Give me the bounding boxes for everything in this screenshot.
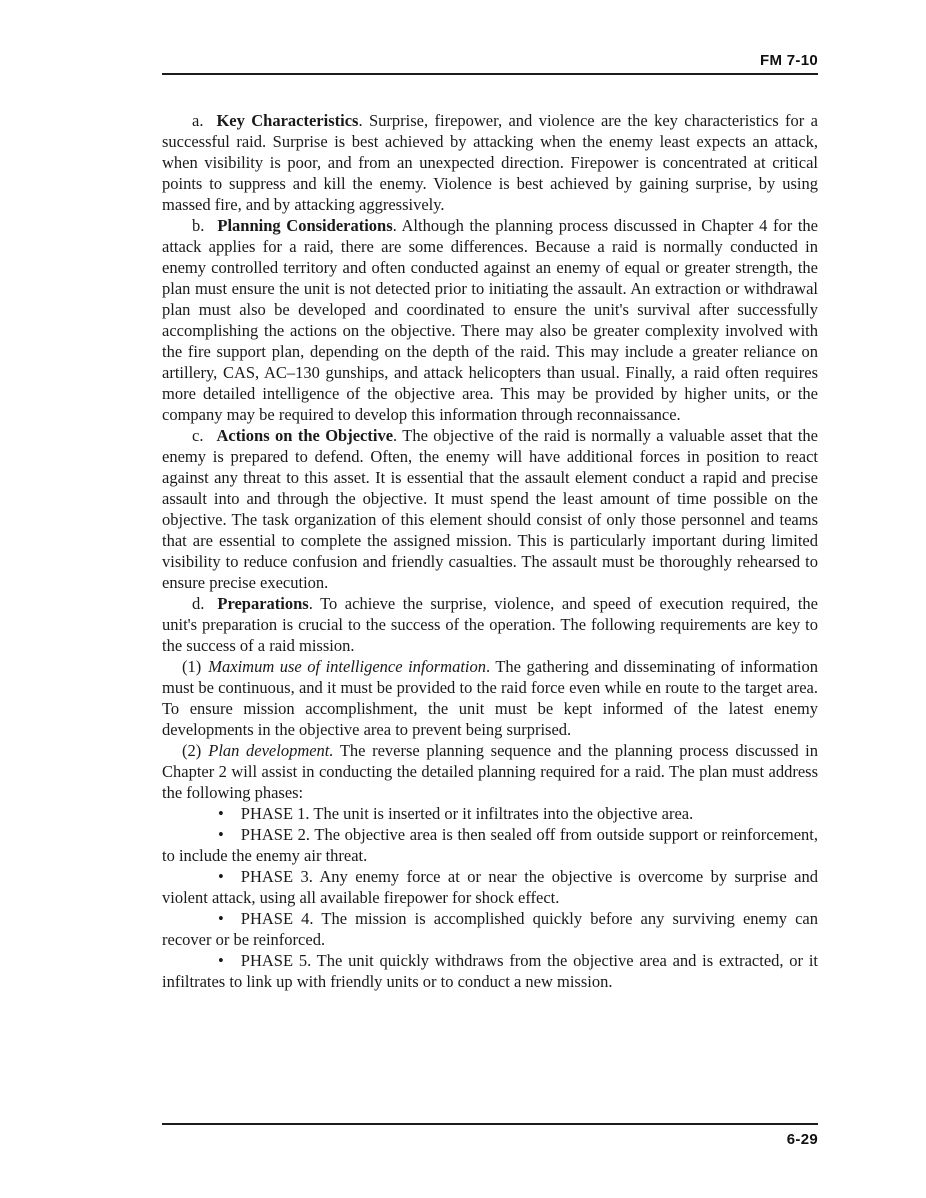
bullet-icon: • [218, 951, 224, 970]
phase-4-item [162, 908, 818, 950]
bullet-icon: • [218, 804, 224, 823]
phase-text: PHASE 4. The mission is accomplished quickly before any surviving enemy can recover or be reinforced. [162, 909, 818, 949]
paragraph-text: . The objective of the raid is normally a valuable asset that the enemy is prepared to defend. Often, the enemy will have additional forces in position to react against any threat to this asset. It is essential that the assault element conduct a rapid and precise assault into and through the objective. It must spend the least amount of time possible on the objective. The task organization of this element should consist of only those personnel and teams that are essential to complete the assigned mission. This is particularly important during limited visibility to reduce confusion and friendly casualties. The assault must be thoroughly rehearsed to ensure precise execution. [162, 426, 818, 592]
paragraph-label: d. [192, 594, 205, 613]
phase-text: PHASE 2. The objective area is then sealed off from outside support or reinforcement, to include the enemy air threat. [162, 825, 818, 865]
paragraph-number: (1) [182, 657, 202, 676]
paragraph-lead-in: Plan development. [208, 741, 334, 760]
page-number: 6-29 [786, 1131, 818, 1148]
document-id: FM 7-10 [760, 52, 818, 69]
phase-5-item [162, 950, 818, 992]
phase-3-item [162, 866, 818, 908]
paragraph-plan-development [162, 740, 818, 803]
paragraph-lead-in: Maximum use of intelligence information [208, 657, 487, 676]
paragraph-intelligence-information [162, 656, 818, 740]
page-body [0, 110, 926, 992]
header-rule [162, 73, 818, 75]
paragraph-text: The reverse planning sequence and the planning process discussed in Chapter 2 will assist in conducting the detailed planning required for a raid. The plan must address the following phases: [162, 741, 819, 802]
paragraph-number: (2) [182, 741, 202, 760]
phase-1-item [162, 803, 818, 824]
bullet-icon: • [218, 909, 224, 928]
phase-text: PHASE 3. Any enemy force at or near the objective is overcome by surprise and violent attack, using all available firepower for shock effect. [162, 867, 818, 907]
paragraph-text: . Surprise, firepower, and violence are the key characteristics for a successful raid. Surprise is best achieved by attacking when the enemy least expects an attack, when visibility is poor, and from an unexpected direction. Firepower is concentrated at critical points to suppress and kill the enemy. Violence is best achieved by gaining surprise, by using massed fire, and by attacking aggressively. [162, 111, 818, 214]
paragraph-label: b. [192, 216, 205, 235]
paragraph-actions-on-objective [162, 425, 818, 593]
paragraph-heading: Planning Considerations [217, 216, 393, 235]
bullet-icon: • [218, 825, 224, 844]
paragraph-text: . Although the planning process discussed in Chapter 4 for the attack applies for a raid, there are some differences. Because a raid is normally conducted in enemy controlled territory and often conducted against an enemy of equal or greater strength, the plan must ensure the unit is not detected prior to initiating the assault. An extraction or withdrawal plan must also be developed and coordinated to ensure the unit's survival after successfully accomplishing the actions on the objective. There may also be greater complexity involved with the fire support plan, depending on the depth of the raid. This may include a greater reliance on artillery, CAS, AC–130 gunships, and attack helicopters than usual. Finally, a raid often requires more detailed intelligence of the objective area. This may be provided by higher units, or the company may be required to develop this information through reconnaissance. [162, 216, 819, 424]
bullet-icon: • [218, 867, 224, 886]
phase-2-item [162, 824, 818, 866]
phase-text: PHASE 5. The unit quickly withdraws from the objective area and is extracted, or it infiltrates to link up with friendly units or to conduct a new mission. [162, 951, 818, 991]
page-header [0, 0, 926, 75]
paragraph-label: c. [192, 426, 204, 445]
paragraph-heading: Key Characteristics [216, 111, 359, 130]
paragraph-heading: Actions on the Objective [216, 426, 394, 445]
footer-rule [162, 1123, 818, 1125]
paragraph-key-characteristics [162, 110, 818, 215]
paragraph-text: . The gathering and disseminating of information must be continuous, and it must be provided to the raid force even while en route to the target area. To ensure mission accomplishment, the unit must be kept informed of the latest enemy developments in the objective area to prevent being surprised. [162, 657, 819, 739]
paragraph-planning-considerations [162, 215, 818, 425]
paragraph-text: . To achieve the surprise, violence, and speed of execution required, the unit's preparation is crucial to the success of the operation. The following requirements are key to the success of a raid mission. [162, 594, 818, 655]
paragraph-preparations [162, 593, 818, 656]
phase-text: PHASE 1. The unit is inserted or it infiltrates into the objective area. [240, 804, 694, 823]
paragraph-label: a. [192, 111, 204, 130]
paragraph-heading: Preparations [217, 594, 309, 613]
page-footer [162, 1119, 818, 1148]
